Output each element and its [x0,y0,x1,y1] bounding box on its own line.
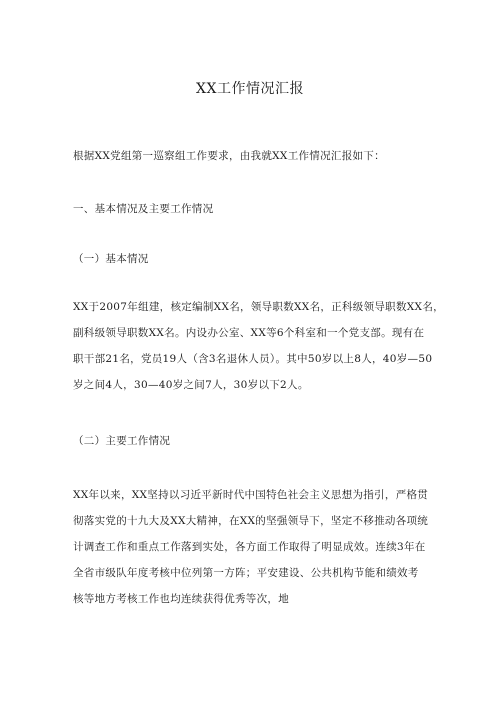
paragraph-line: 核等地方考核工作也均连续获得优秀等次，地 [73,593,289,605]
basic-info-paragraph [73,294,444,398]
main-work-paragraph [73,482,428,612]
document-title: XX工作情况汇报 [196,81,304,97]
paragraph-line: 全省市级队年度考核中位列第一方阵；平安建设、公共机构节能和绩效考 [73,567,419,579]
intro-paragraph: 根据XX党组第一巡察组工作要求，由我就XX工作情况汇报如下： [73,150,385,162]
paragraph-line: 计调查工作和重点工作落到实处，各方面工作取得了明显成效。连续3年在 [73,541,426,553]
paragraph-line: XX于2007年组建，核定编制XX名，领导职数XX名，正科级领导职数XX名， [73,301,444,313]
subsection-heading-basic-info: （一）基本情况 [73,253,149,265]
paragraph-line: 职干部21名，党员19人（含3名退休人员）。其中50岁以上8人，40岁—50 [73,353,433,365]
paragraph-line: 岁之间4人，30—40岁之间7人，30岁以下2人。 [73,379,309,391]
paragraph-line: 副科级领导职数XX名。内设办公室、XX等6个科室和一个党支部。现有在 [73,327,425,339]
section-heading-basic-and-work: 一、基本情况及主要工作情况 [73,203,214,215]
paragraph-line: 彻落实党的十九大及XX大精神，在XX的坚强领导下，坚定不移推动各项统 [73,515,429,527]
paragraph-line: XX年以来，XX坚持以习近平新时代中国特色社会主义思想为指引，严格贯 [73,489,429,501]
subsection-heading-main-work: （二）主要工作情况 [73,435,171,447]
